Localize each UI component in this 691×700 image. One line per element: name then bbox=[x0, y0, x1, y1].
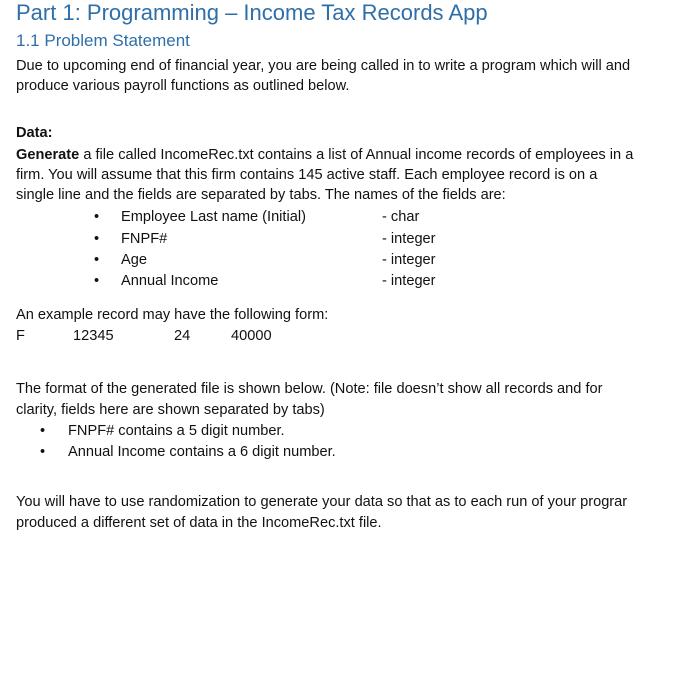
format-line-1: The format of the generated file is shown below. (Note: file doesn’t show all records and for bbox=[16, 381, 603, 397]
field-name: Employee Last name (Initial) bbox=[121, 209, 306, 225]
field-name: Age bbox=[121, 252, 147, 268]
field-type: - char bbox=[382, 209, 420, 225]
format-line-2: clarity, fields here are shown separated by tabs) bbox=[16, 402, 325, 418]
example-initial: F bbox=[16, 328, 25, 344]
data-line-1-rest: a file called IncomeRec.txt contains a list of Annual income records of employees in a bbox=[79, 147, 634, 163]
format-bullet-text: FNPF# contains a 5 digit number. bbox=[68, 423, 285, 439]
data-heading: Data: bbox=[16, 125, 53, 141]
field-name: Annual Income bbox=[121, 273, 219, 289]
field-name: FNPF# bbox=[121, 231, 168, 247]
section-heading: 1.1 Problem Statement bbox=[16, 31, 190, 50]
field-bullet: • bbox=[94, 273, 100, 289]
format-bullet-text: Annual Income contains a 6 digit number. bbox=[68, 444, 336, 460]
data-line-1 bbox=[16, 146, 633, 164]
field-bullet: • bbox=[94, 252, 100, 268]
field-type: - integer bbox=[382, 252, 436, 268]
intro-line-2: produce various payroll functions as outlined below. bbox=[16, 78, 350, 94]
page-title: Part 1: Programming – Income Tax Records App bbox=[16, 0, 488, 25]
field-type: - integer bbox=[382, 273, 436, 289]
generate-keyword: Generate bbox=[16, 147, 80, 163]
intro-line-1: Due to upcoming end of financial year, you are being called in to write a program which will and bbox=[16, 58, 631, 74]
randomization-line-2: produced a different set of data in the IncomeRec.txt file. bbox=[16, 515, 382, 531]
field-type: - integer bbox=[382, 231, 436, 247]
field-bullet: • bbox=[94, 209, 100, 225]
format-bullet: • bbox=[40, 444, 46, 460]
format-bullet: • bbox=[40, 423, 46, 439]
example-label: An example record may have the following form: bbox=[16, 307, 329, 323]
randomization-line-1: You will have to use randomization to generate your data so that as to each run of your prograr bbox=[16, 494, 628, 510]
data-line-3: single line and the fields are separated by tabs. The names of the fields are: bbox=[16, 187, 506, 203]
example-age: 24 bbox=[174, 328, 191, 344]
example-fnpf: 12345 bbox=[73, 328, 114, 344]
field-bullet: • bbox=[94, 231, 100, 247]
data-line-2: firm. You will assume that this firm contains 145 active staff. Each employee record is on a bbox=[16, 167, 598, 183]
example-income: 40000 bbox=[231, 328, 272, 344]
